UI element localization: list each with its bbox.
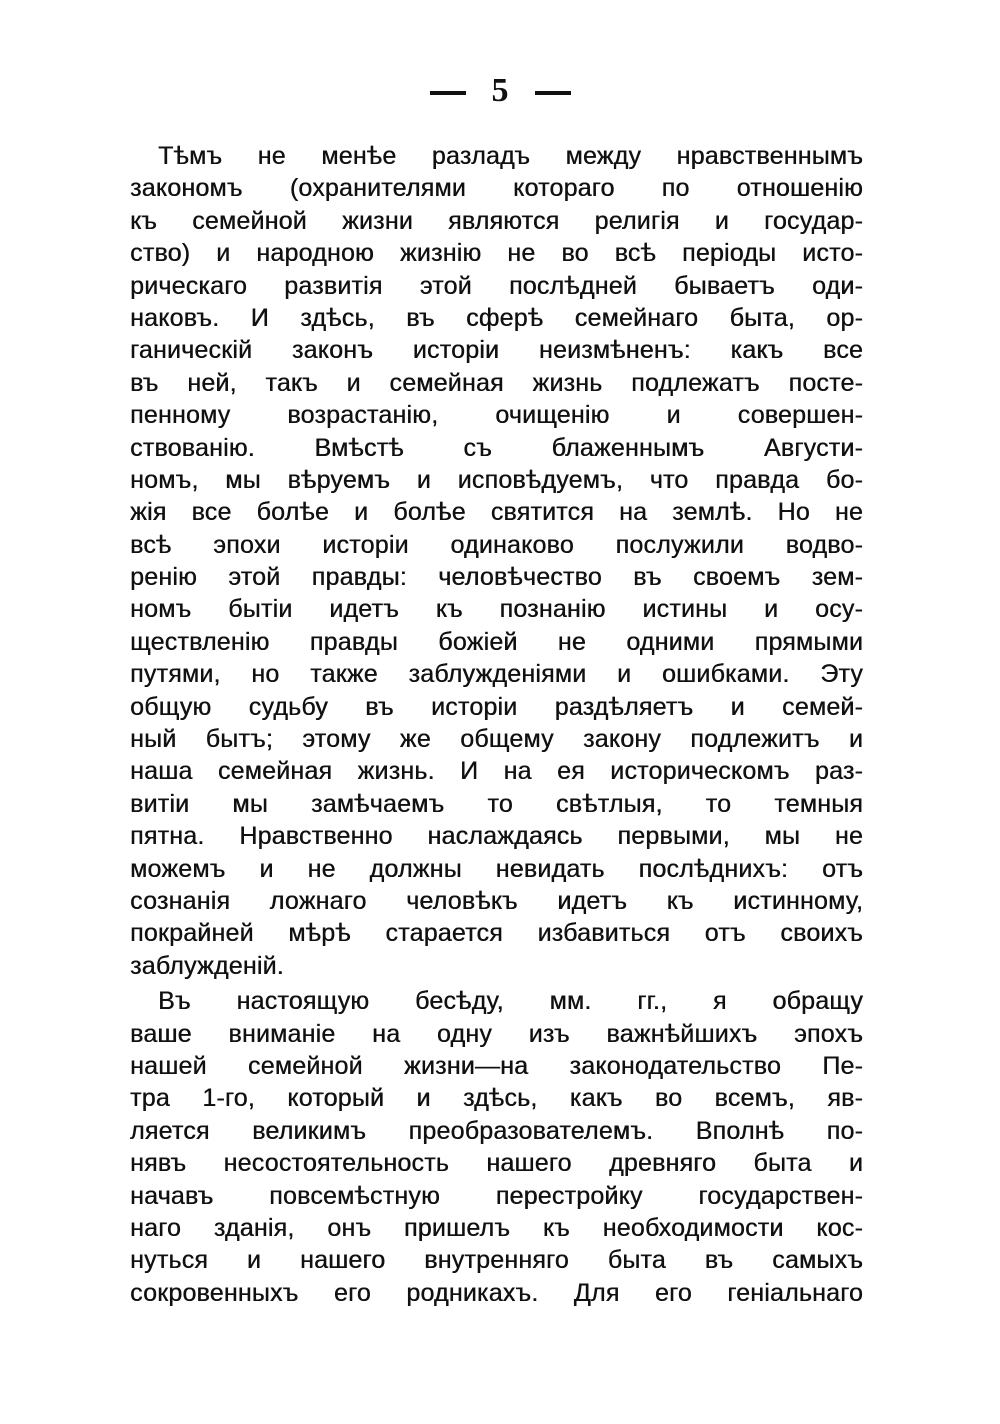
text-line: начавъ повсемѣстную перестройку государствен- xyxy=(130,1181,863,1210)
paragraph xyxy=(130,985,863,1309)
text-line: ренію этой правды: человѣчество въ своемъ зем- xyxy=(130,563,863,592)
text-line: ществленію правды божіей не одними прямыми xyxy=(130,627,863,656)
text-line: къ семейной жизни являются религія и государ- xyxy=(130,206,863,235)
text-line: пятна. Нравственно наслаждаясь первыми, мы не xyxy=(130,822,863,851)
text-line: закономъ (охранителями котораго по отношенію xyxy=(130,174,863,203)
body-text xyxy=(130,140,863,1309)
text-line: наго зданія, онъ пришелъ къ необходимости кос- xyxy=(130,1213,863,1242)
text-line: ваше вниманіе на одну изъ важнѣйшихъ эпохъ xyxy=(130,1019,863,1048)
text-line: номъ бытіи идетъ къ познанію истины и осу- xyxy=(130,595,863,624)
text-line: въ ней, такъ и семейная жизнь подлежатъ посте- xyxy=(130,368,863,397)
text-line: нуться и нашего внутренняго быта въ самыхъ xyxy=(130,1246,863,1275)
text-line: жія все болѣе и болѣе святится на землѣ. Но не xyxy=(130,498,863,527)
text-line: ствованію. Вмѣстѣ съ блаженнымъ Августи- xyxy=(130,433,863,462)
text-line: наковъ. И здѣсь, въ сферѣ семейнаго быта, ор- xyxy=(130,303,863,332)
page-number-value: 5 xyxy=(491,72,509,109)
text-line: тра 1-го, который и здѣсь, какъ во всемъ, яв- xyxy=(130,1084,863,1113)
text-line: ганическій законъ исторіи неизмѣненъ: какъ все xyxy=(130,336,863,365)
text-line: номъ, мы вѣруемъ и исповѣдуемъ, что правда бо- xyxy=(130,465,863,494)
text-line: наша семейная жизнь. И на ея историческомъ раз- xyxy=(130,757,863,786)
page-number-dash-left xyxy=(430,91,466,95)
text-line: витіи мы замѣчаемъ то свѣтлыя, то темныя xyxy=(130,789,863,818)
text-line: Въ настоящую бесѣду, мм. гг., я обращу xyxy=(158,987,863,1016)
text-line: нашей семейной жизни—на законодательство Пе- xyxy=(130,1051,863,1080)
text-line: всѣ эпохи исторіи одинаково послужили водво- xyxy=(130,530,863,559)
text-line: рическаго развитія этой послѣдней бываетъ оди- xyxy=(130,271,863,300)
text-line: путями, но также заблужденіями и ошибками. Эту xyxy=(130,660,863,689)
page-number xyxy=(0,72,1000,110)
text-line: сокровенныхъ его родникахъ. Для его геніальнаго xyxy=(130,1278,863,1307)
text-line: ство) и народною жизнію не во всѣ періоды исто- xyxy=(130,239,863,268)
text-line: ляется великимъ преобразователемъ. Вполнѣ по- xyxy=(130,1116,863,1145)
text-line: заблужденій. xyxy=(130,951,284,980)
text-line: Тѣмъ не менѣе разладъ между нравственнымъ xyxy=(158,142,863,170)
text-line: ный бытъ; этому же общему закону подлежитъ и xyxy=(130,725,863,754)
text-line: пенному возрастанію, очищенію и совершен- xyxy=(130,401,863,430)
text-line: общую судьбу въ исторіи раздѣляетъ и семей- xyxy=(130,692,863,721)
text-line: сознанія ложнаго человѣкъ идетъ къ истинному, xyxy=(130,886,863,915)
paragraph xyxy=(130,140,863,982)
text-line: покрайней мѣрѣ старается избавиться отъ своихъ xyxy=(130,919,863,948)
text-line: нявъ несостоятельность нашего древняго быта и xyxy=(130,1149,863,1178)
page-number-dash-right xyxy=(535,91,571,95)
text-line: можемъ и не должны невидать послѣднихъ: отъ xyxy=(130,854,863,883)
